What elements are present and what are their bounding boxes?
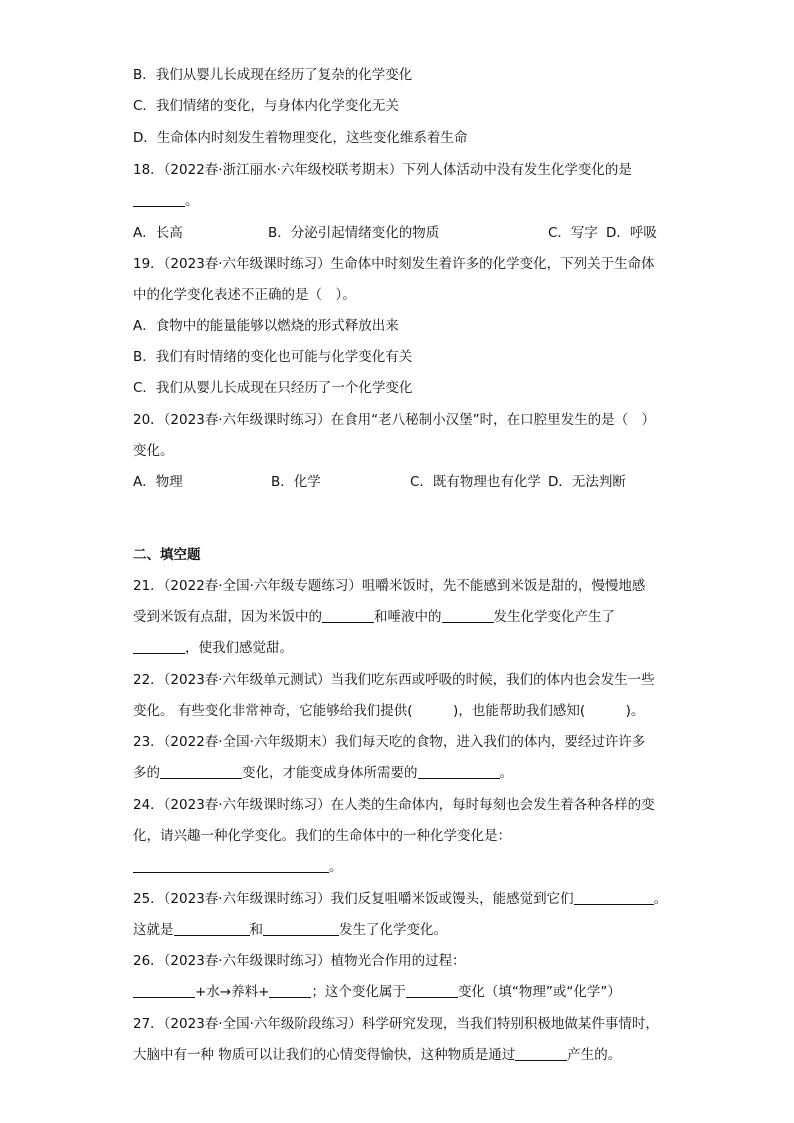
answer-blank[interactable] bbox=[133, 983, 195, 998]
section-heading-fill-in: 二、填空题 bbox=[133, 547, 201, 563]
question-24-cont: 化，请兴趣一种化学变化。我们的生命体中的一种化学变化是： bbox=[133, 828, 511, 844]
q19-option-a: A．食物中的能量能够以燃烧的形式释放出来 bbox=[133, 318, 399, 334]
q20-option-a: A．物理 bbox=[133, 474, 183, 490]
answer-blank[interactable] bbox=[133, 639, 185, 654]
question-23-line2: 多的 变化，才能变成身体所需要的 。 bbox=[133, 765, 513, 781]
q19-option-c: C．我们从婴儿长成现在只经历了一个化学变化 bbox=[133, 380, 413, 396]
answer-blank[interactable] bbox=[133, 192, 185, 207]
q20-option-c: C．既有物理也有化学 bbox=[410, 474, 541, 490]
question-26-line2: +水→养料+ ；这个变化属于 变化（填“物理”或“化学”） bbox=[133, 982, 621, 1002]
question-19-cont: 中的化学变化表述不正确的是（ ）。 bbox=[133, 287, 356, 303]
question-18-blank-line: 。 bbox=[133, 191, 199, 211]
question-22: 22．（2023春·六年级单元测试）当我们吃东西或呼吸的时候，我们的体内也会发生一些 bbox=[133, 672, 655, 688]
answer-blank[interactable] bbox=[133, 858, 329, 873]
answer-blank[interactable] bbox=[174, 921, 250, 936]
answer-blank[interactable] bbox=[406, 983, 458, 998]
question-20: 20．（2023春·六年级课时练习）在食用“老八秘制小汉堡”时，在口腔里发生的是（ ） bbox=[133, 412, 656, 428]
question-21-line2: 受到米饭有点甜，因为米饭中的 和唾液中的 发生化学变化产生了 bbox=[133, 609, 615, 625]
q18-option-a: A．长高 bbox=[133, 225, 183, 241]
q20-option-b: B．化学 bbox=[271, 474, 321, 490]
question-21-line3: ，使我们感觉甜。 bbox=[133, 638, 293, 658]
option-d-text: D．生命体内时刻发生着物理变化，这些变化维系着生命 bbox=[133, 130, 468, 146]
answer-blank[interactable] bbox=[418, 764, 500, 779]
q20-option-d: D．无法判断 bbox=[548, 474, 626, 490]
question-27: 27．（2023春·全国·六年级阶段练习）科学研究发现，当我们特别积极地做某件事情时， bbox=[133, 1016, 659, 1032]
answer-blank[interactable] bbox=[442, 608, 494, 623]
question-26: 26．（2023春·六年级课时练习）植物光合作用的过程： bbox=[133, 953, 466, 969]
question-20-cont: 变化。 bbox=[133, 443, 174, 459]
question-21: 21．（2022春·全国·六年级专题练习）咀嚼米饭时，先不能感到米饭是甜的，慢慢地感 bbox=[133, 578, 646, 594]
question-25-line2: 这就是 和 发生了化学变化。 bbox=[133, 922, 447, 938]
question-25: 25．（2023春·六年级课时练习）我们反复咀嚼米饭或馒头，能感觉到它们 。 bbox=[133, 891, 668, 907]
answer-blank[interactable] bbox=[515, 1046, 567, 1061]
question-24: 24．（2023春·六年级课时练习）在人类的生命体内，每时每刻也会发生着各种各样的变 bbox=[133, 797, 655, 813]
q19-option-b: B．我们有时情绪的变化也可能与化学变化有关 bbox=[133, 349, 413, 365]
q18-option-d: D．呼吸 bbox=[606, 225, 657, 241]
answer-blank[interactable] bbox=[322, 608, 374, 623]
answer-blank[interactable] bbox=[263, 921, 339, 936]
q18-option-c: C．写字 bbox=[548, 225, 598, 241]
question-22-cont: 变化。 有些变化非常神奇，它能够给我们提供( )，也能帮助我们感知( )。 bbox=[133, 703, 645, 719]
question-19: 19．（2023春·六年级课时练习）生命体中时刻发生着许多的化学变化，下列关于生命体 bbox=[133, 256, 655, 272]
option-c-text: C．我们情绪的变化，与身体内化学变化无关 bbox=[133, 98, 399, 114]
question-27-line2: 大脑中有一种 物质可以让我们的心情变得愉快，这种物质是通过 产生的。 bbox=[133, 1047, 622, 1063]
answer-blank[interactable] bbox=[574, 890, 654, 905]
q18-option-b: B．分泌引起情绪变化的物质 bbox=[268, 225, 440, 241]
question-24-line3: 。 bbox=[133, 857, 343, 877]
option-b-text: B．我们从婴儿长成现在经历了复杂的化学变化 bbox=[133, 67, 413, 83]
answer-blank[interactable] bbox=[160, 764, 242, 779]
answer-blank[interactable] bbox=[269, 983, 311, 998]
question-23: 23．（2022春·全国·六年级期末）我们每天吃的食物，进入我们的体内，要经过许许多 bbox=[133, 734, 646, 750]
question-18: 18．（2022春·浙江丽水·六年级校联考期末）下列人体活动中没有发生化学变化的是 bbox=[133, 162, 632, 178]
